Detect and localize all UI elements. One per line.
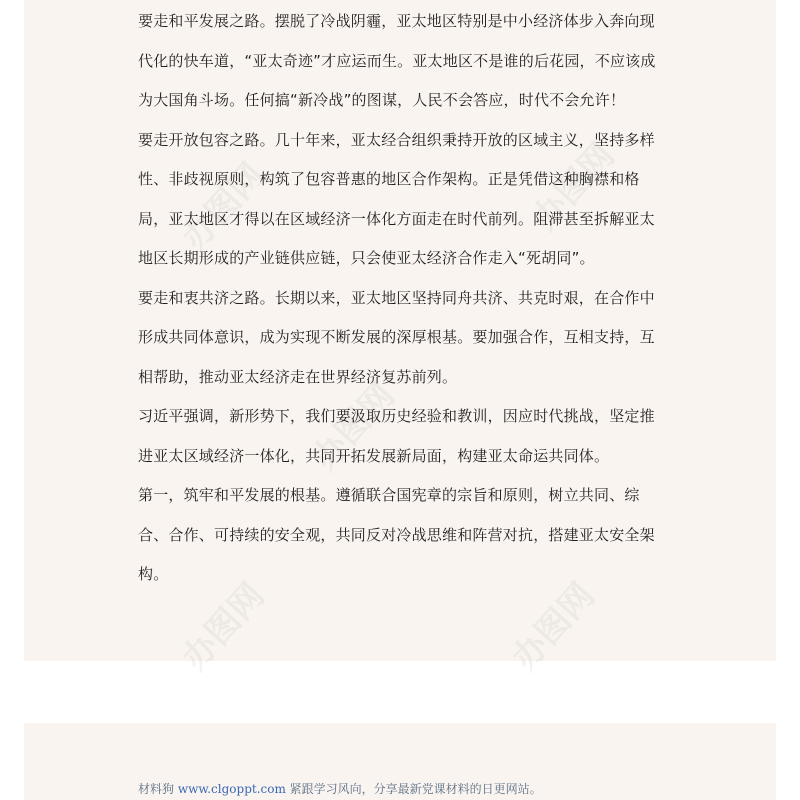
article-paragraph: 第一，筑牢和平发展的根基。遵循联合国宪章的宗旨和原则，树立共同、综合、合作、可持续的安全观，共同反对冷战思维和阵营对抗，搭建亚太安全架构。 xyxy=(138,486,655,583)
footer-credit xyxy=(138,780,542,797)
footer-brand: 材料狗 xyxy=(138,782,175,796)
footer-slogan: 紧跟学习风向，分享最新党课材料的日更网站。 xyxy=(289,782,542,796)
article-paragraph: 习近平强调，新形势下，我们要汲取历史经验和教训，因应时代挑战，坚定推进亚太区域经济一体化，共同开拓发展新局面，构建亚太命运共同体。 xyxy=(138,407,655,465)
article-paragraph: 要走和平发展之路。摆脱了冷战阴霾，亚太地区特别是中小经济体步入奔向现代化的快车道，“亚太奇迹”才应运而生。亚太地区不是谁的后花园，不应该成为大国角斗场。任何搞“新冷战”的图谋，人民不会答应，时代不会允许！ xyxy=(138,12,656,109)
article-body xyxy=(138,2,668,595)
footer-site-link[interactable]: www.clgoppt.com xyxy=(177,782,286,796)
article-paragraph: 要走和衷共济之路。长期以来，亚太地区坚持同舟共济、共克时艰，在合作中形成共同体意识，成为实现不断发展的深厚根基。要加强合作，互相支持，互相帮助，推动亚太经济走在世界经济复苏前列。 xyxy=(138,288,655,386)
article-paragraph: 要走开放包容之路。几十年来，亚太经合组织秉持开放的区域主义，坚持多样性、非歧视原则，构筑了包容普惠的地区合作架构。正是凭借这种胸襟和格局，亚太地区才得以在区域经济一体化方面走在时代前列。阻滞甚至拆解亚太地区长期形成的产业链供应链，只会使亚太经济合作走入“死胡同”。 xyxy=(138,130,655,267)
